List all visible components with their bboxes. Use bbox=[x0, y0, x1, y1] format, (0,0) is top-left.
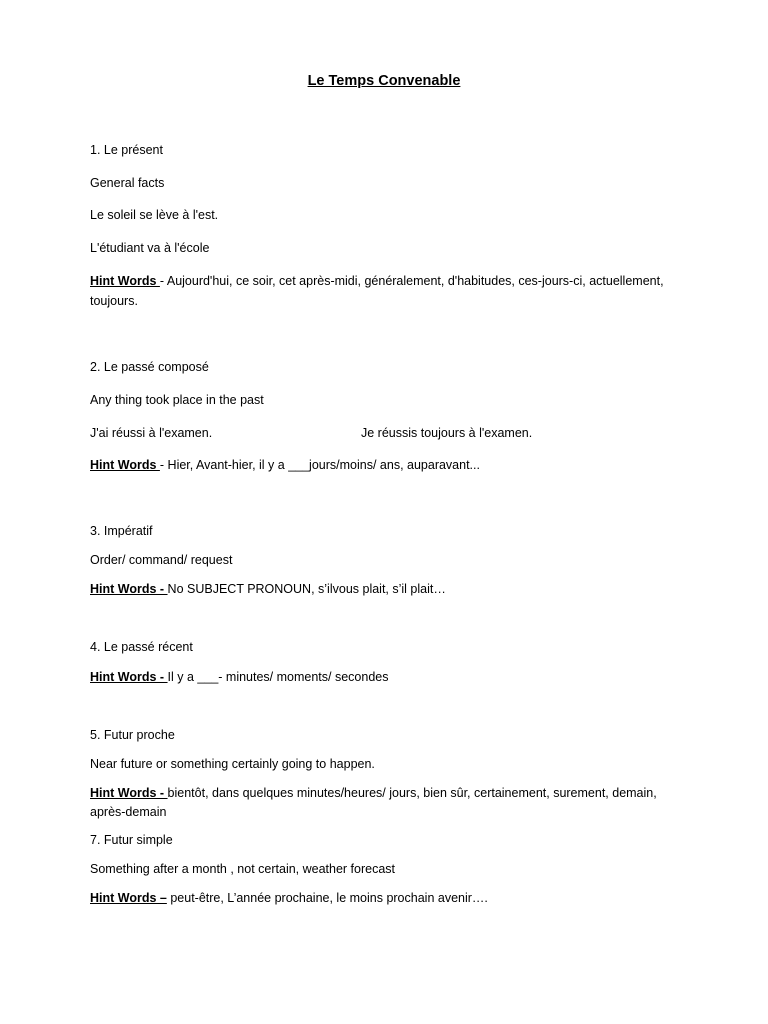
hint-label: Hint Words - bbox=[90, 670, 168, 684]
section-4-hint bbox=[90, 667, 690, 687]
section-1-line-2: Le soleil se lève à l'est. bbox=[90, 208, 219, 222]
section-1-line-1: General facts bbox=[90, 176, 165, 190]
section-7-hint bbox=[90, 888, 690, 908]
section-7-line-1: Something after a month , not certain, weather forecast bbox=[90, 862, 396, 876]
hint-text: No SUBJECT PRONOUN, s’ilvous plait, s’il plait… bbox=[167, 582, 446, 596]
section-5-line-1: Near future or something certainly going to happen. bbox=[90, 757, 375, 771]
page-title: Le Temps Convenable bbox=[307, 73, 461, 89]
hint-text: - Hier, Avant-hier, il y a ___jours/moins/ ans, auparavant... bbox=[159, 458, 480, 472]
section-2-hint bbox=[90, 455, 690, 475]
section-1-line-3: L'étudiant va à l'école bbox=[90, 241, 210, 255]
section-2-line-2 bbox=[90, 423, 690, 443]
example-present: Je réussis toujours à l'examen. bbox=[361, 426, 533, 440]
example-past: J'ai réussi à l'examen. bbox=[90, 426, 213, 440]
section-7-heading: 7. Futur simple bbox=[90, 833, 173, 847]
hint-text: peut-être, L’année prochaine, le moins prochain avenir…. bbox=[166, 891, 488, 905]
section-1-heading: 1. Le présent bbox=[90, 143, 163, 157]
hint-label: Hint Words bbox=[90, 274, 160, 288]
section-5-hint bbox=[90, 783, 690, 803]
section-5-hint-continued: après-demain bbox=[90, 805, 167, 819]
hint-label: Hint Words - bbox=[90, 582, 168, 596]
section-1-hint bbox=[90, 271, 690, 291]
section-5-heading: 5. Futur proche bbox=[90, 728, 175, 742]
section-3-hint bbox=[90, 579, 690, 599]
section-2-heading: 2. Le passé composé bbox=[90, 360, 209, 374]
section-3-heading: 3. Impératif bbox=[90, 524, 153, 538]
hint-text: - Aujourd'hui, ce soir, cet après-midi, généralement, d'habitudes, ces-jours-ci, actuellement, bbox=[159, 274, 664, 288]
section-4-heading: 4. Le passé récent bbox=[90, 640, 193, 654]
hint-text: bientôt, dans quelques minutes/heures/ jours, bien sûr, certainement, surement, demain, bbox=[167, 786, 657, 800]
section-3-line-1: Order/ command/ request bbox=[90, 553, 233, 567]
hint-label: Hint Words bbox=[90, 458, 160, 472]
section-2-line-1: Any thing took place in the past bbox=[90, 393, 264, 407]
hint-label: Hint Words – bbox=[90, 891, 167, 905]
section-1-hint-continued: toujours. bbox=[90, 294, 138, 308]
hint-text: Il y a ___- minutes/ moments/ secondes bbox=[167, 670, 389, 684]
hint-label: Hint Words - bbox=[90, 786, 168, 800]
